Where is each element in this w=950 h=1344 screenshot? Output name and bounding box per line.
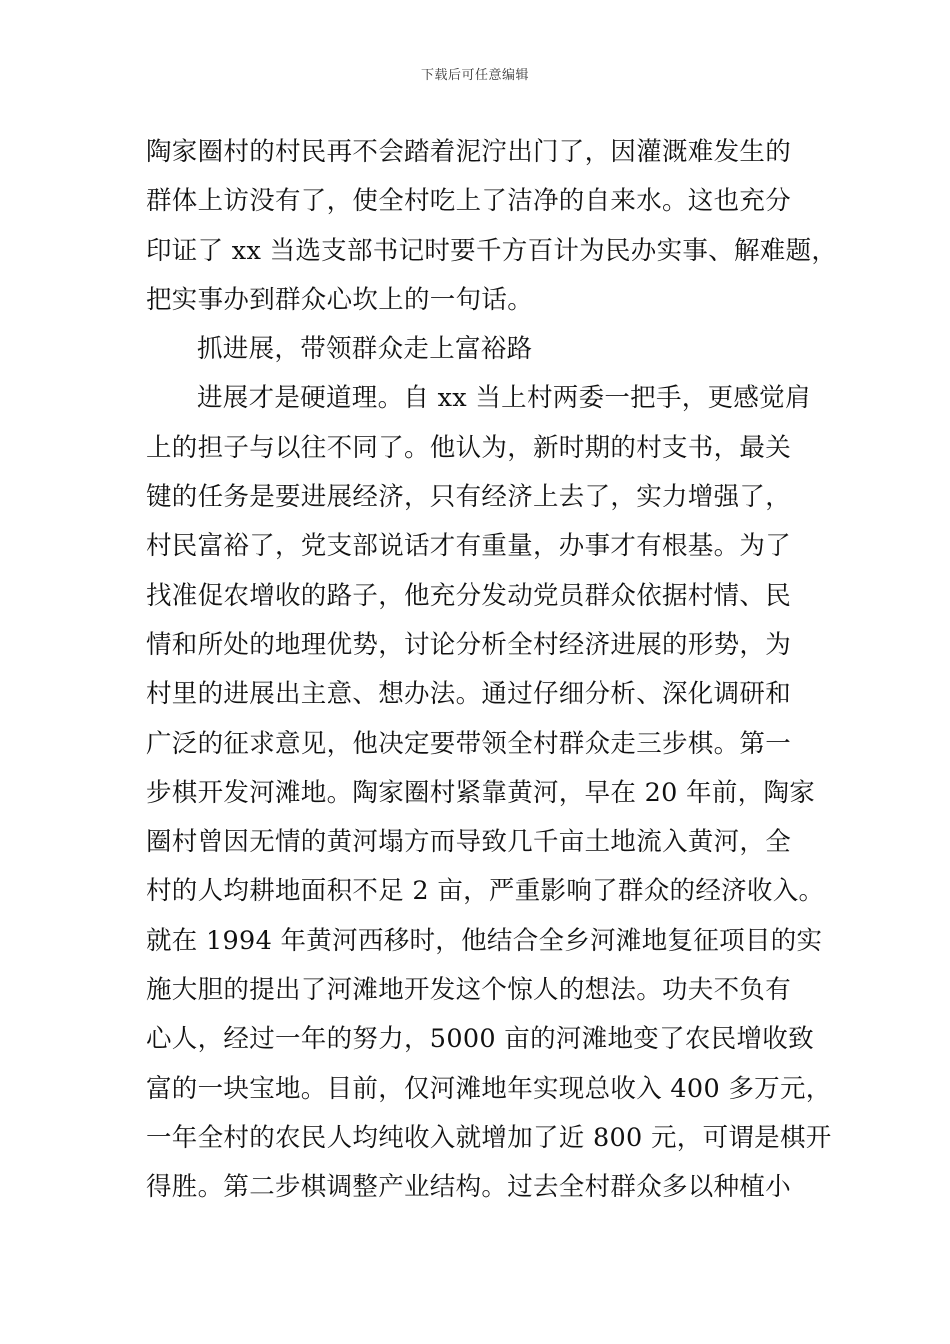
- text-line: 就在 1994 年黄河西移时，他结合全乡河滩地复征项目的实: [146, 925, 823, 956]
- text-line: 把实事办到群众心坎上的一句话。: [146, 284, 534, 315]
- text-line: 步棋开发河滩地。陶家圈村紧靠黄河，早在 20 年前，陶家: [146, 777, 816, 808]
- text-line: 键的任务是要进展经济，只有经济上去了，实力增强了，: [146, 482, 792, 513]
- text-line: 一年全村的农民人均纯收入就增加了近 800 元，可谓是棋开: [146, 1122, 832, 1153]
- text-line: 广泛的征求意见，他决定要带领全村群众走三步棋。第一: [146, 728, 792, 759]
- text-line: 村民富裕了，党支部说话才有重量，办事才有根基。为了: [146, 531, 792, 562]
- section-heading: 抓进展，带领群众走上富裕路: [197, 334, 533, 365]
- text-line: 村的人均耕地面积不足 2 亩，严重影响了群众的经济收入。: [146, 876, 825, 907]
- text-line: 圈村曾因无情的黄河塌方而导致几千亩土地流入黄河，全: [146, 827, 792, 858]
- text-line: 情和所处的地理优势，讨论分析全村经济进展的形势，为: [146, 629, 792, 660]
- text-line: 上的担子与以往不同了。他认为，新时期的村支书，最关: [146, 432, 792, 463]
- text-line: 陶家圈村的村民再不会踏着泥泞出门了，因灌溉难发生的: [146, 137, 792, 167]
- page-header: 下载后可任意编辑: [420, 68, 529, 83]
- text-line: 进展才是硬道理。自 xx 当上村两委一把手，更感觉肩: [197, 383, 811, 414]
- text-line: 找准促农增收的路子，他充分发动党员群众依据村情、民: [146, 580, 792, 611]
- text-line: 得胜。第二步棋调整产业结构。过去全村群众多以种植小: [146, 1172, 792, 1203]
- text-line: 施大胆的提出了河滩地开发这个惊人的想法。功夫不负有: [146, 975, 792, 1006]
- text-line: 印证了 xx 当选支部书记时要千方百计为民办实事、解难题，: [146, 235, 838, 266]
- text-line: 群体上访没有了，使全村吃上了洁净的自来水。这也充分: [146, 186, 792, 217]
- text-line: 心人，经过一年的努力，5000 亩的河滩地变了农民增收致: [146, 1024, 814, 1055]
- body-text: [146, 128, 836, 1213]
- text-line: 村里的进展出主意、想办法。通过仔细分析、深化调研和: [146, 679, 792, 710]
- text-line: 富的一块宝地。目前，仅河滩地年实现总收入 400 多万元，: [146, 1073, 832, 1104]
